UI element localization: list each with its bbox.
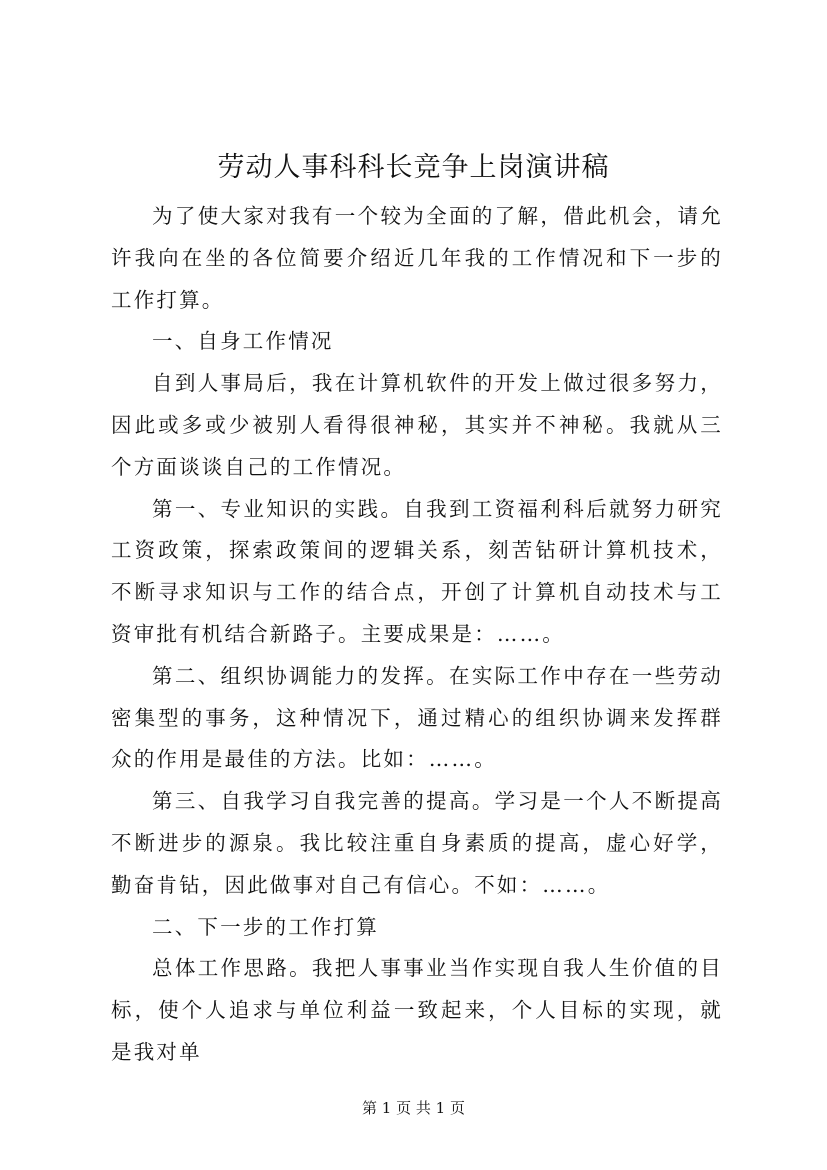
paragraph-section-1-intro: 自到人事局后，我在计算机软件的开发上做过很多努力，因此或多或少被别人看得很神秘，其实并不神秘。我就从三个方面谈谈自己的工作情况。: [111, 371, 723, 479]
page-footer: 第 1 页 共 1 页: [362, 1099, 465, 1117]
paragraph-point-1: 第一、专业知识的实践。自我到工资福利科后就努力研究工资政策，探索政策间的逻辑关系，刻苦钻研计算机技术，不断寻求知识与工作的结合点，开创了计算机自动技术与工资审批有机结合新路子。主要成果是：……。: [111, 496, 723, 646]
section-heading-1: 一、自身工作情况: [152, 329, 334, 354]
section-heading-2: 二、下一步的工作打算: [152, 914, 379, 939]
paragraph-section-2-intro: 总体工作思路。我把人事事业当作实现自我人生价值的目标，使个人追求与单位利益一致起来，个人目标的实现，就是我对单: [111, 956, 723, 1064]
paragraph-point-3: 第三、自我学习自我完善的提高。学习是一个人不断提高不断进步的源泉。我比较注重自身素质的提高，虚心好学，勤奋肯钻，因此做事对自己有信心。不如：……。: [111, 789, 723, 897]
document-body: [111, 196, 723, 1074]
paragraph-point-2: 第二、组织协调能力的发挥。在实际工作中存在一些劳动密集型的事务，这种情况下，通过精心的组织协调来发挥群众的作用是最佳的方法。比如：……。: [111, 663, 723, 772]
paragraph-intro: 为了使大家对我有一个较为全面的了解，借此机会，请允许我向在坐的各位简要介绍近几年我的工作情况和下一步的工作打算。: [111, 204, 723, 312]
document-title: 劳动人事科科长竞争上岗演讲稿: [217, 152, 610, 183]
